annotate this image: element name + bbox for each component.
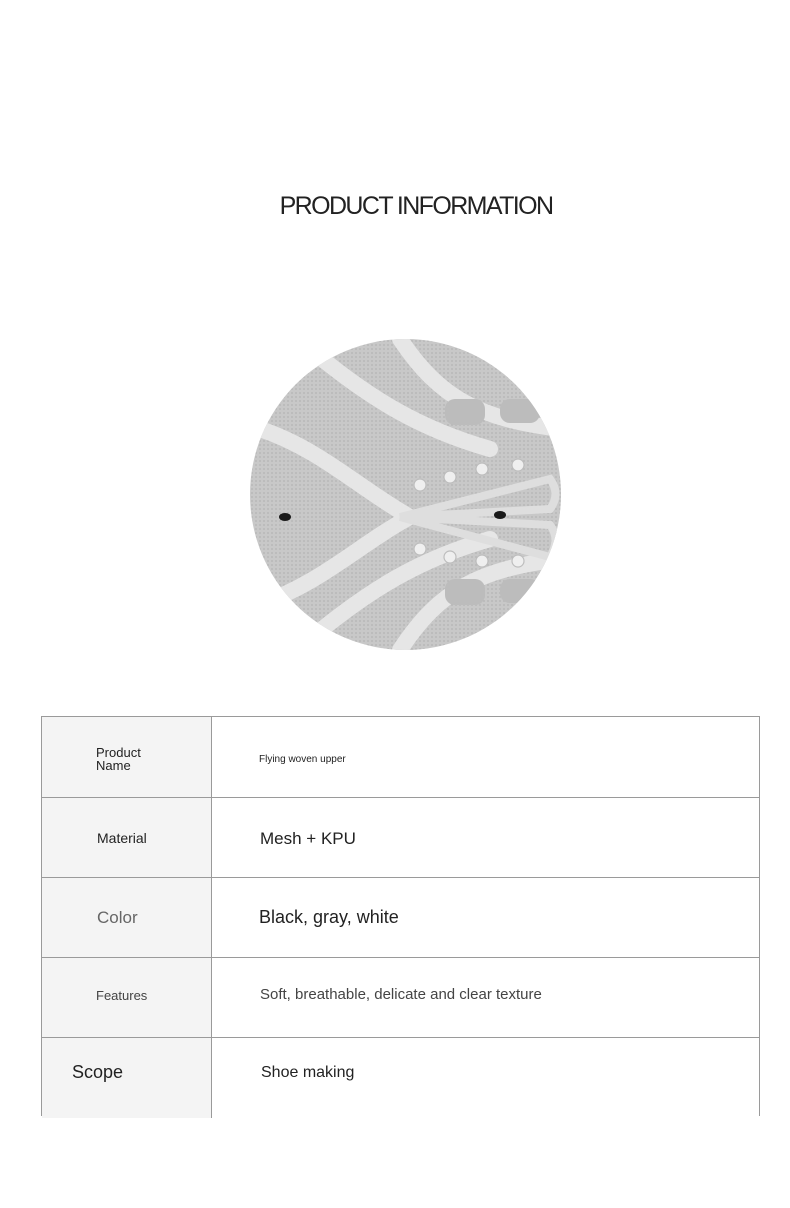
label-cell xyxy=(42,717,212,797)
shoe-sole-photo xyxy=(250,339,561,650)
row-label: Product Name xyxy=(96,745,141,773)
page-title: PRODUCT INFORMATION xyxy=(279,192,553,220)
value-cell xyxy=(212,1038,759,1118)
row-label: Material xyxy=(97,830,147,846)
label-cell xyxy=(42,878,212,958)
row-label: Scope xyxy=(72,1062,124,1082)
value-cell xyxy=(212,878,759,958)
shoe-sole-image xyxy=(250,339,561,650)
row-value: Black, gray, white xyxy=(259,907,399,927)
row-value: Mesh + KPU xyxy=(260,829,356,848)
row-value: Shoe making xyxy=(261,1064,355,1081)
product-info-table xyxy=(41,716,760,1116)
table-row xyxy=(42,797,759,878)
value-cell xyxy=(212,958,759,1038)
table-row xyxy=(42,1037,759,1118)
label-cell xyxy=(42,958,212,1038)
row-label: Color xyxy=(97,908,138,927)
row-label: Features xyxy=(96,988,148,1003)
row-value: Flying woven upper xyxy=(259,754,346,765)
label-cell xyxy=(42,798,212,878)
label-cell xyxy=(42,1038,212,1118)
table-row xyxy=(42,877,759,958)
value-cell xyxy=(212,798,759,878)
table-row xyxy=(42,957,759,1038)
value-cell xyxy=(212,717,759,797)
row-value: Soft, breathable, delicate and clear texture xyxy=(260,986,542,1003)
table-row xyxy=(42,717,759,797)
